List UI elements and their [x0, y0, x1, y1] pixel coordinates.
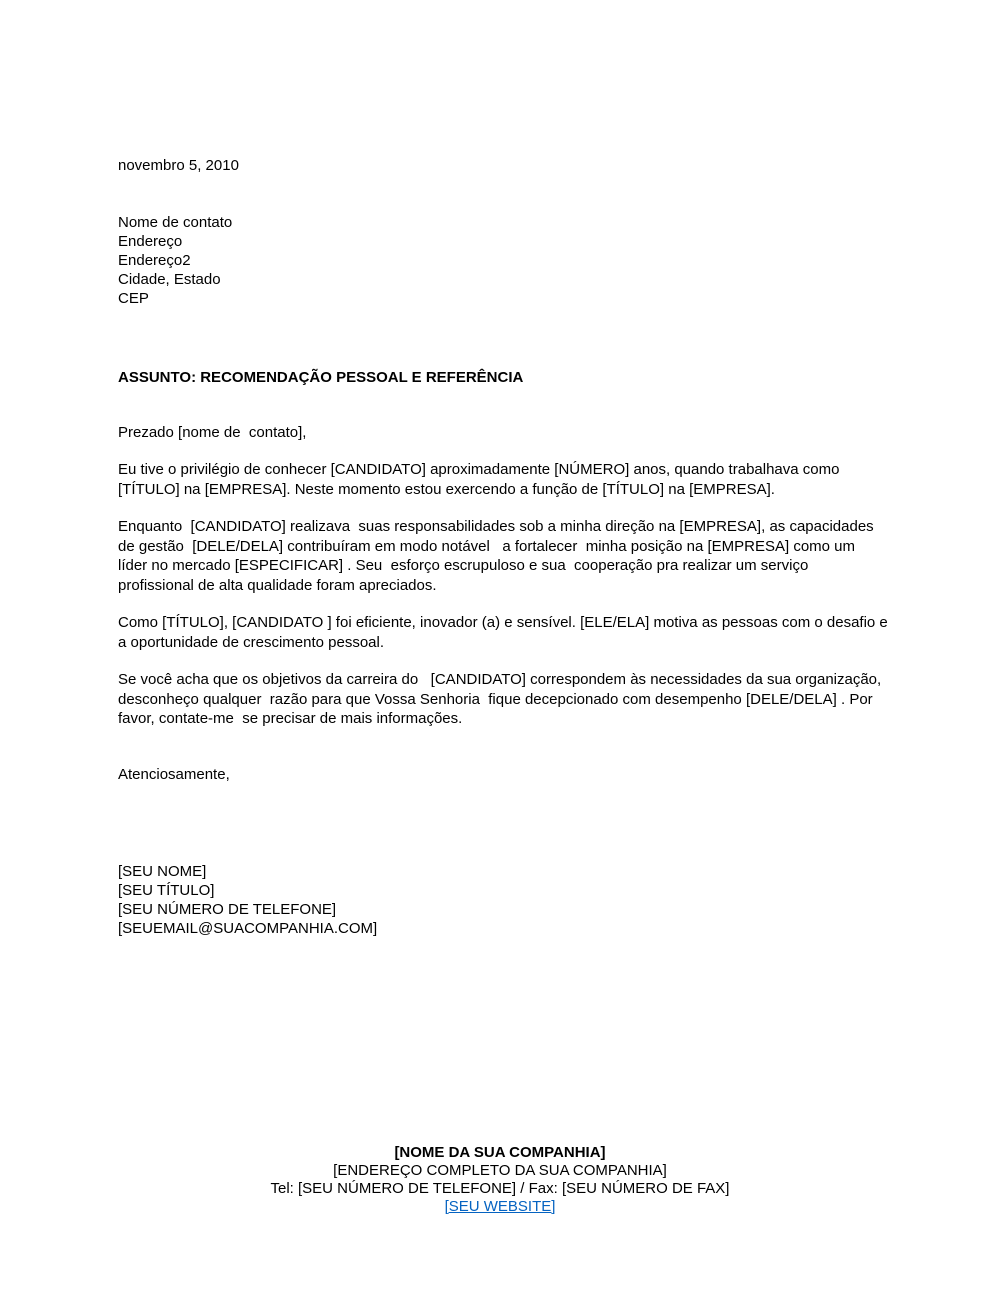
subject-line: ASSUNTO: RECOMENDAÇÃO PESSOAL E REFERÊNCIA [118, 369, 524, 386]
paragraph-2: Enquanto [CANDIDATO] realizava suas responsabilidades sob a minha direção na [EMPRESA], as capacidades de gestão [DELE/DELA] contribuíram em modo notável a fortalecer minha posição na [EMPRESA] como um líder no mercado [ESPECIFICAR] . Seu esforço escrupuloso e sua cooperação pra realizar um serviço profissional de alta qualidade foram apreciados. [118, 518, 878, 594]
recipient-address-1: Endereço [118, 233, 183, 250]
paragraph-3: Como [TÍTULO], [CANDIDATO ] foi eficiente, inovador (a) e sensível. [ELE/ELA] motiva as pessoas com o desafio e a oportunidade de crescimento pessoal. [118, 614, 892, 651]
recipient-block [118, 213, 888, 308]
signature-title: [SEU TÍTULO] [118, 881, 215, 899]
recipient-name: Nome de contato [118, 214, 233, 231]
signature-phone: [SEU NÚMERO DE TELEFONE] [118, 900, 337, 918]
footer-website-link[interactable]: [SEU WEBSITE] [444, 1198, 556, 1215]
signature-block [118, 862, 888, 938]
salutation: Prezado [nome de contato], [118, 424, 307, 441]
signature-email: [SEUEMAIL@SUACOMPANHIA.COM] [118, 919, 378, 937]
footer-tel-fax: Tel: [SEU NÚMERO DE TELEFONE] / Fax: [SEU NÚMERO DE FAX] [270, 1180, 730, 1197]
recipient-address-2: Endereço2 [118, 252, 191, 269]
paragraph-4: Se você acha que os objetivos da carreira do [CANDIDATO] correspondem às necessidades da sua organização, desconheço qualquer razão para que Vossa Senhoria fique decepcionado com desempenho [DELE/DELA] . Por favor, contate-me se precisar de mais informações. [118, 671, 886, 727]
letter-body [118, 156, 892, 938]
footer-company-address: [ENDEREÇO COMPLETO DA SUA COMPANHIA] [333, 1162, 667, 1179]
footer-company-name: [NOME DA SUA COMPANHIA] [394, 1144, 606, 1161]
paragraph-1: Eu tive o privilégio de conhecer [CANDIDATO] aproximadamente [NÚMERO] anos, quando trabalhava como [TÍTULO] na [EMPRESA]. Neste momento estou exercendo a função de [TÍTULO] na [EMPRESA]. [118, 461, 844, 498]
letter-date: novembro 5, 2010 [118, 157, 239, 174]
recipient-city-state: Cidade, Estado [118, 271, 221, 288]
closing: Atenciosamente, [118, 765, 230, 783]
footer-block [0, 1144, 1000, 1216]
recipient-zip: CEP [118, 290, 149, 307]
signature-name: [SEU NOME] [118, 862, 207, 880]
